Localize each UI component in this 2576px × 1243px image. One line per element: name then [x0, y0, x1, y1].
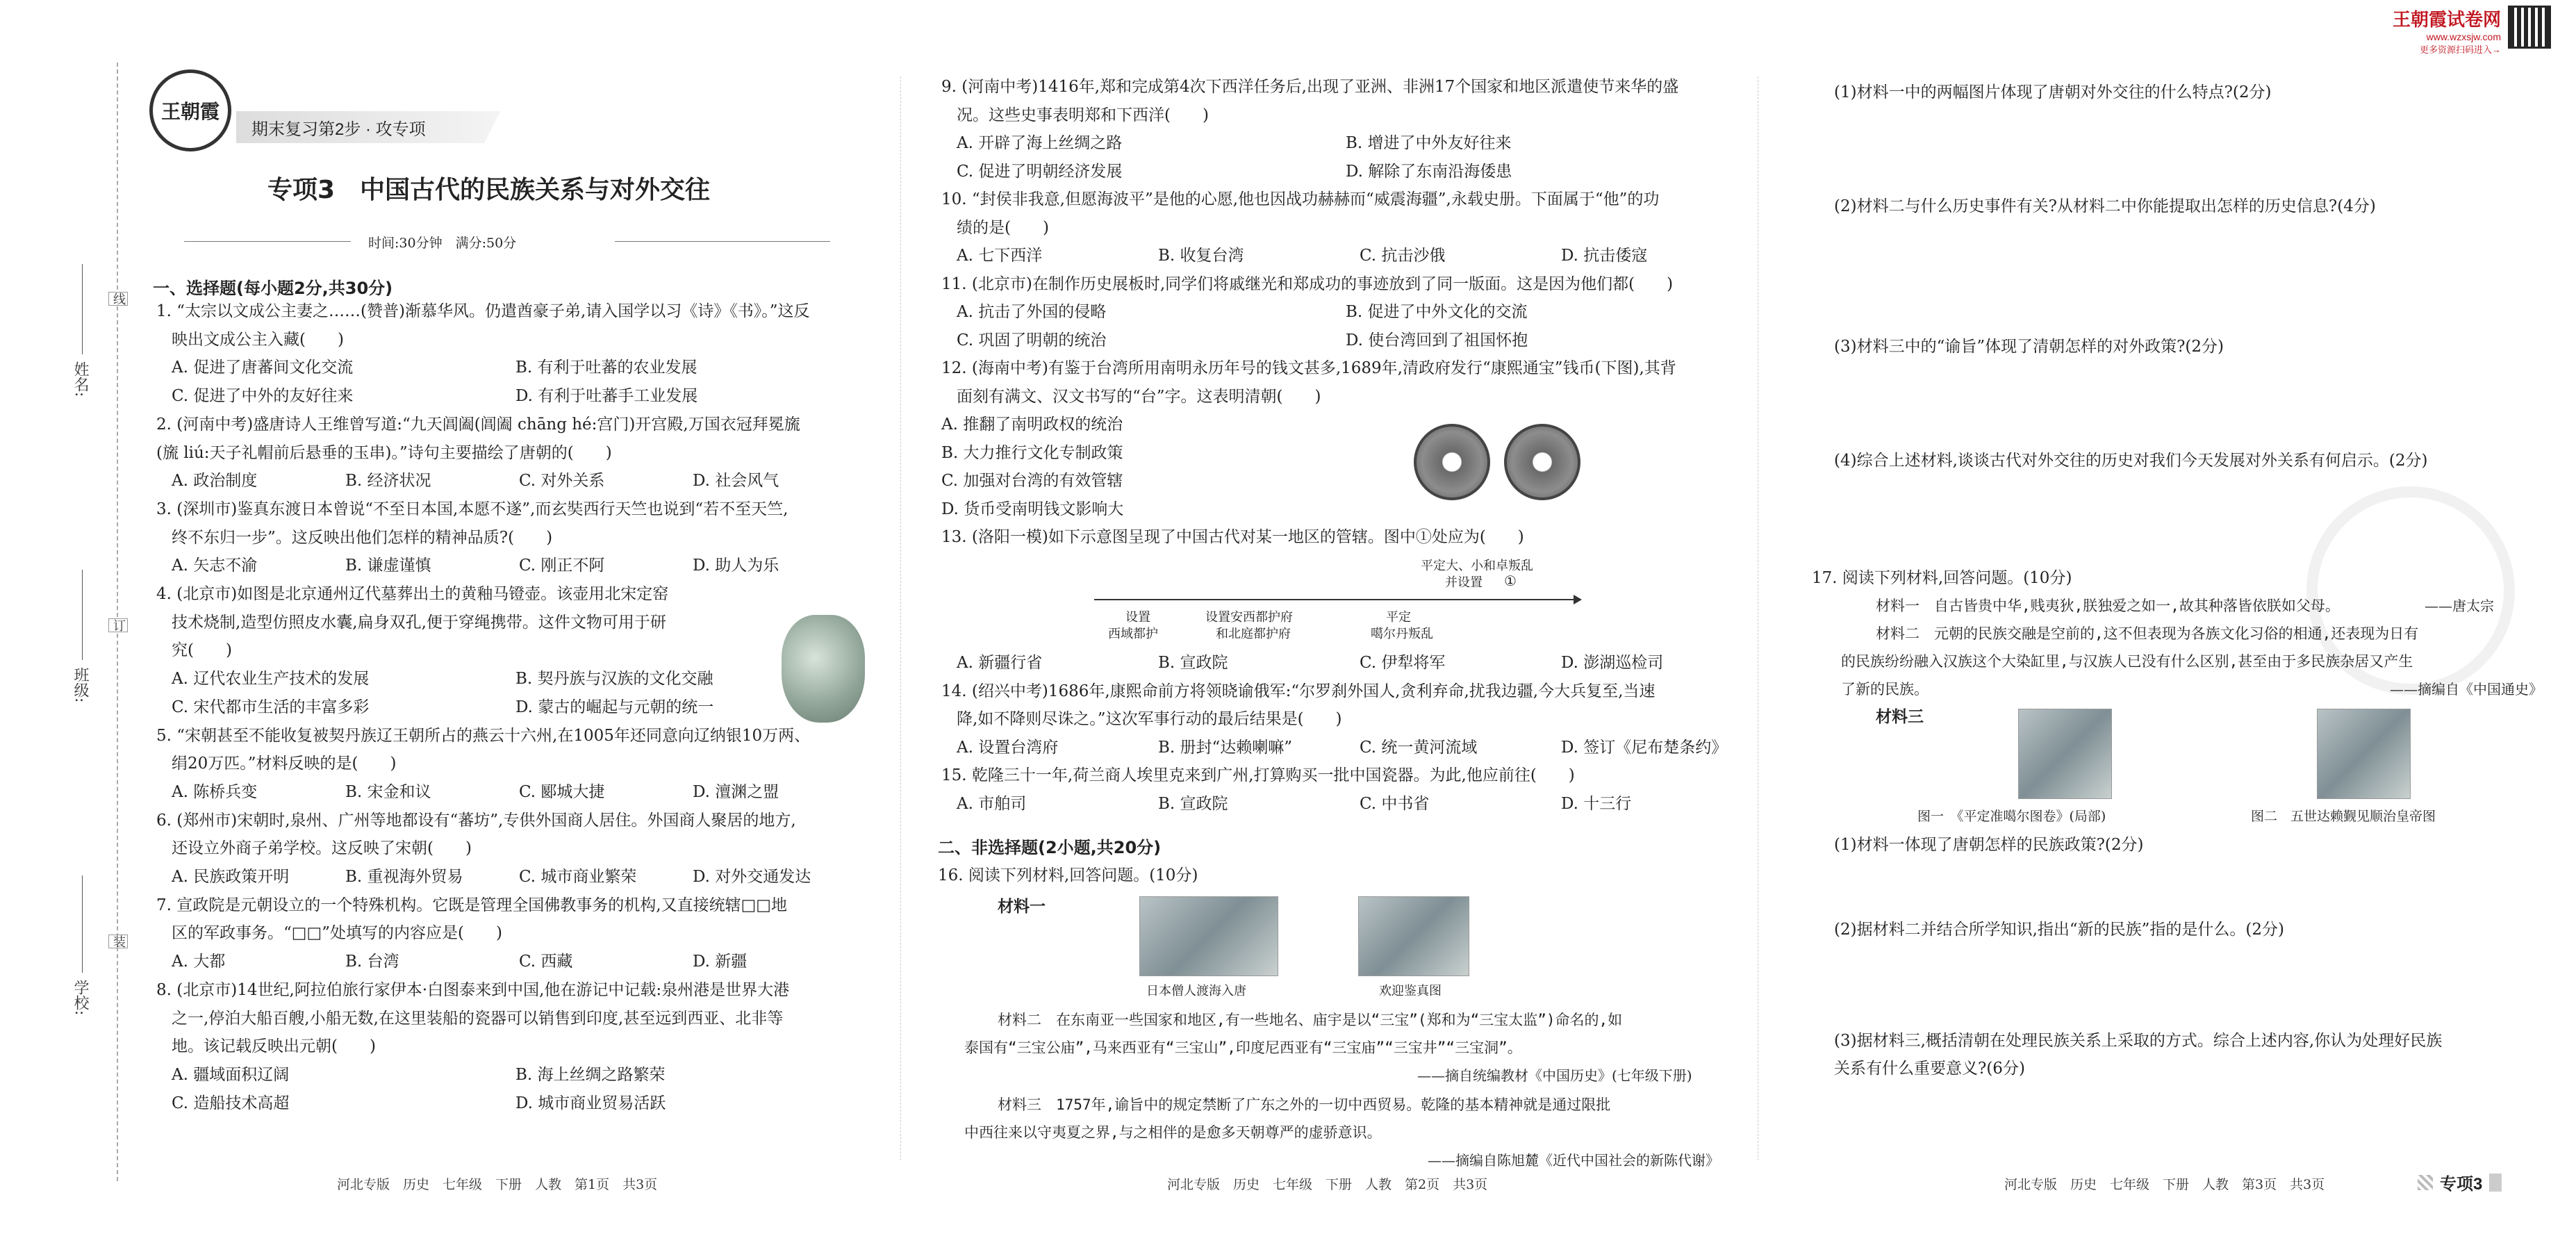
timeline-top-label: 平定大、小和卓叛乱 [1421, 559, 1533, 573]
option: B. 收复台湾 [1158, 247, 1244, 265]
page-title: 专项3 中国古代的民族关系与对外交往 [267, 176, 711, 204]
q17-caption-1: 图一 《平定准噶尔图卷》(局部) [1917, 809, 2106, 824]
section-2-heading: 二、非选择题(2小题,共20分) [938, 838, 1162, 857]
top-brand-title: 王朝霞试卷网 [2392, 9, 2501, 30]
question-line: B. 大力推行文化专制政策 [941, 443, 1123, 462]
option: B. 经济状况 [345, 472, 431, 491]
class-label: 班级: [72, 667, 89, 703]
q17-material-3-label: 材料三 [1876, 707, 1924, 726]
school-label: 学校: [72, 980, 89, 1016]
option: A. 促进了唐蕃间文化交流 [172, 359, 354, 377]
q16-material-2-source: ——摘自统编教材《中国历史》(七年级下册) [1417, 1067, 1692, 1084]
figure-dzungar-scroll [2018, 709, 2112, 799]
timeline-arrow-icon [1574, 595, 1582, 604]
question-line: (旒 liú:天子礼帽前后悬垂的玉串)。”诗句主要描绘了唐朝的( ) [156, 443, 612, 462]
question-line: 映出文成公主入藏( ) [172, 330, 344, 349]
meta-rule-right [615, 241, 830, 242]
question-line: A. 推翻了南明政权的统治 [941, 415, 1123, 434]
question-line: 区的军政事务。“□□”处填写的内容应是( ) [172, 924, 502, 943]
option: B. 契丹族与汉族的文化交融 [515, 670, 713, 689]
timeline-b4b: 噶尔丹叛乱 [1371, 627, 1433, 641]
q16-material-2-line-2: 泰国有“三宝公庙”,马来西亚有“三宝山”,印度尼西亚有“三宝庙”“三宝井”“三宝洞”。 [964, 1039, 1522, 1056]
option: D. 对外交通发达 [693, 868, 811, 886]
q16-material-3-line-2: 中西往来以守夷夏之界,与之相伴的是愈多天朝尊严的虚骄意识。 [964, 1124, 1382, 1141]
option: C. 郾城大捷 [519, 782, 605, 801]
top-brand [2362, 6, 2501, 56]
bind-mark-3: 装 [108, 935, 128, 948]
option: A. 开辟了海上丝绸之路 [957, 134, 1123, 152]
logo-text: 王朝霞 [160, 100, 220, 123]
question-line: 14. (绍兴中考)1686年,康熙命前方将领晓谕俄军:“尔罗刹外国人,贪利弃命,扰我边疆,今大兵复至,当速 [941, 682, 1656, 700]
option: D. 有利于吐蕃手工业发展 [515, 387, 698, 406]
question-line: 绩的是( ) [957, 218, 1049, 237]
option: A. 民族政策开明 [172, 868, 290, 886]
q17-material-2-source: ——摘编自《中国通史》 [2390, 681, 2543, 698]
option: C. 促进了明朝经济发展 [957, 162, 1123, 181]
timeline-b2: 设置安西都护府 [1205, 610, 1293, 625]
name-label: 姓名: [72, 361, 89, 397]
question-line: D. 货币受南明钱文影响大 [941, 500, 1124, 518]
option: C. 中书省 [1360, 794, 1430, 813]
option: B. 宋金和议 [345, 782, 431, 801]
question-line: 降,如不降则尽诛之。”这次军事行动的最后结果是( ) [957, 710, 1342, 728]
q17-question-1: (1)材料一体现了唐朝怎样的民族政策?(2分) [1834, 836, 2144, 854]
option: D. 抗击倭寇 [1561, 247, 1648, 265]
q16-sub-question: (3)材料三中的“谕旨”体现了清朝怎样的对外政策?(2分) [1834, 338, 2224, 356]
option: D. 新疆 [693, 953, 748, 971]
page-divider-1 [900, 76, 901, 1160]
option: A. 大都 [172, 953, 226, 971]
option: C. 对外关系 [519, 472, 605, 491]
option: C. 刚正不阿 [519, 557, 605, 575]
q16-sub-question: (2)材料二与什么历史事件有关?从材料二中你能提取出怎样的历史信息?(4分) [1834, 197, 2376, 215]
name-line [82, 264, 83, 354]
timeline-b4: 平定 [1386, 610, 1411, 625]
option: C. 促进了中外的友好往来 [172, 387, 354, 406]
question-line: 绢20万匹。”材料反映的是( ) [172, 755, 397, 773]
class-line [82, 570, 83, 660]
question-line: 7. 宣政院是元朝设立的一个特殊机构。它既是管理全国佛教事务的机构,又直接统辖□□地 [156, 896, 788, 914]
option: A. 矢志不渝 [172, 557, 258, 575]
option: A. 市舶司 [957, 794, 1027, 813]
option: C. 造船技术高超 [172, 1094, 290, 1112]
option: D. 使台湾回到了祖国怀抱 [1346, 331, 1528, 349]
figure-welcome-jianzhen [1358, 896, 1469, 976]
option: C. 伊犁将军 [1360, 654, 1446, 672]
q16-sub-question: (1)材料一中的两幅图片体现了唐朝对外交往的什么特点?(2分) [1834, 83, 2272, 101]
question-line: 11. (北京市)在制作历史展板时,同学们将戚继光和郑成功的事迹放到了同一版面。这是因为他们都( ) [941, 274, 1674, 293]
q17-material-2-line-2: 的民族纷纷融入汉族这个大染缸里,与汉族人已没有什么区别,甚至由于多民族杂居又产生 [1841, 653, 2413, 670]
q16-material-3-source: ——摘编自陈旭麓《近代中国社会的新陈代谢》 [1428, 1152, 1719, 1169]
footer-page-1: 河北专版 历史 七年级 下册 人教 第1页 共3页 [337, 1177, 658, 1192]
option: A. 辽代农业生产技术的发展 [172, 670, 370, 689]
timeline-axis [1094, 599, 1580, 600]
q17-caption-2: 图二 五世达赖觐见顺治皇帝图 [2251, 809, 2436, 824]
question-line: 15. 乾隆三十一年,荷兰商人埃里克来到广州,打算购买一批中国瓷器。为此,他应前往( ) [941, 766, 1575, 784]
option: C. 宋代都市生活的丰富多彩 [172, 698, 370, 716]
figure-dalai-lama [2317, 709, 2411, 799]
option: D. 签订《尼布楚条约》 [1561, 738, 1728, 757]
question-line: 面刻有满文、汉文书写的“台”字。这表明清朝( ) [957, 387, 1321, 406]
option: D. 澶渊之盟 [693, 782, 779, 801]
option: A. 设置台湾府 [957, 738, 1059, 757]
timeline-b1: 设置 [1125, 610, 1150, 625]
question-line: 还设立外商子弟学校。这反映了宋朝( ) [172, 839, 472, 858]
question-line: 10. “封侯非我意,但愿海波平”是他的心愿,他也因战功赫赫而“威震海疆”,永载史册。下面属于“他”的功 [941, 190, 1660, 208]
qr-code-icon [2508, 6, 2551, 49]
footer-tag [2418, 1170, 2502, 1194]
option: A. 七下西洋 [957, 247, 1043, 265]
question-line: 技术烧制,造型仿照皮水囊,扁身双孔,便于穿绳携带。这件文物可用于研 [172, 613, 666, 632]
option: B. 宣政院 [1158, 794, 1228, 813]
bind-mark-2: 订 [108, 618, 128, 632]
question-line: 13. (洛阳一模)如下示意图呈现了中国古代对某一地区的管辖。图中①处应为( ) [941, 528, 1524, 546]
timeline-b2b: 和北庭都护府 [1216, 627, 1291, 641]
q16-sub-question: (4)综合上述材料,谈谈古代对外交往的历史对我们今天发展对外关系有何启示。(2分) [1834, 452, 2428, 470]
question-line: 之一,停泊大船百艘,小船无数,在这里装船的瓷器可以销售到印度,甚至远到西亚、北非等 [172, 1009, 784, 1028]
figure-vase [782, 615, 865, 723]
timeline-circle-label: ① [1504, 573, 1517, 589]
coin-front-icon [1414, 424, 1490, 500]
option: D. 十三行 [1561, 794, 1632, 813]
logo-emblem [149, 69, 231, 151]
option: B. 促进了中外文化的交流 [1346, 303, 1528, 321]
q17-stem: 17. 阅读下列材料,回答问题。(10分) [1812, 569, 2072, 587]
q17-question-3-line-2: 关系有什么重要意义?(6分) [1834, 1060, 2025, 1078]
question-line: 3. (深圳市)鉴真东渡日本曾说“不至日本国,本愿不遂”,而玄奘西行天竺也说到“若不至天竺, [156, 500, 789, 518]
banner-text: 期末复习第2步 · 攻专项 [251, 120, 426, 139]
question-line: 9. (河南中考)1416年,郑和完成第4次下西洋任务后,出现了亚洲、非洲17个国家和地区派遣使节来华的盛 [941, 78, 1679, 96]
option: D. 澎湖巡检司 [1561, 654, 1664, 672]
question-line: 终不东归一步”。这反映出他们怎样的精神品质?( ) [172, 528, 553, 547]
q16-stem: 16. 阅读下列材料,回答问题。(10分) [938, 866, 1198, 884]
option: A. 政治制度 [172, 472, 258, 491]
q16-caption-1: 日本僧人渡海入唐 [1146, 984, 1246, 998]
option: B. 谦虚谨慎 [345, 557, 431, 575]
option: C. 抗击沙俄 [1360, 247, 1446, 265]
q16-material-2-line-1: 材料二 在东南亚一些国家和地区,有一些地名、庙宇是以“三宝”(郑和为“三宝太监”)命名的,如 [998, 1012, 1623, 1028]
coin-back-icon [1504, 424, 1580, 500]
q17-question-3-line-1: (3)据材料三,概括清朝在处理民族关系上采取的方式。综合上述内容,你认为处理好民族 [1834, 1032, 2443, 1050]
option: B. 有利于吐蕃的农业发展 [515, 359, 697, 377]
q17-material-1-source: ——唐太宗 [2425, 598, 2494, 614]
top-brand-sub: 更多资源扫码进入→ [2419, 44, 2501, 55]
bind-mark-1: 线 [108, 292, 128, 306]
option: C. 统一黄河流域 [1360, 738, 1478, 757]
option: B. 册封“达赖喇嘛” [1158, 738, 1293, 757]
meta-rule-left [184, 241, 351, 242]
question-line: 究( ) [172, 641, 232, 660]
footer-grid-icon [2418, 1175, 2433, 1190]
question-line: C. 加强对台湾的有效管辖 [941, 472, 1123, 490]
question-line: 8. (北京市)14世纪,阿拉伯旅行家伊本·白图泰来到中国,他在游记中记载:泉州港是世界大港 [156, 980, 790, 999]
question-line: 4. (北京市)如图是北京通州辽代墓葬出土的黄釉马镫壶。该壶用北宋定窑 [156, 585, 669, 603]
q16-material-3-line-1: 材料三 1757年,谕旨中的规定禁断了广东之外的一切中西贸易。乾隆的基本精神就是通过限批 [998, 1096, 1611, 1113]
section-1-heading: 一、选择题(每小题2分,共30分) [153, 279, 393, 298]
timeline-top-label2: 并设置 [1445, 575, 1483, 590]
top-brand-url: www.wzxsjw.com [2426, 31, 2501, 42]
q17-material-2-line-3: 了新的民族。 [1841, 681, 1929, 698]
option: B. 宣政院 [1158, 654, 1228, 672]
option: C. 西藏 [519, 953, 573, 971]
question-line: 1. “太宗以文成公主妻之……(赞普)渐慕华风。仍遣酋豪子弟,请入国学以习《诗》《书》。”这反 [156, 302, 810, 320]
q16-material-1-label: 材料一 [998, 897, 1046, 916]
q17-material-2-line-1: 材料二 元朝的民族交融是空前的,这不但表现为各族文化习俗的相通,还表现为日有 [1876, 625, 2419, 642]
timeline-b1b: 西域都护 [1108, 627, 1158, 641]
question-line: 6. (郑州市)宋朝时,泉州、广州等地都设有“蕃坊”,专供外国商人居住。外国商人聚居的地方, [156, 811, 796, 830]
footer-tag-bar [2489, 1174, 2502, 1192]
footer-tag-text: 专项3 [2440, 1175, 2483, 1194]
option: C. 巩固了明朝的统治 [957, 331, 1107, 349]
option: B. 海上丝绸之路繁荣 [515, 1065, 666, 1084]
option: A. 陈桥兵变 [172, 782, 258, 801]
option: B. 重视海外贸易 [345, 868, 463, 886]
option: A. 抗击了外国的侵略 [957, 303, 1107, 321]
q16-caption-2: 欢迎鉴真图 [1379, 984, 1442, 998]
question-line: 2. (河南中考)盛唐诗人王维曾写道:“九天阊阖(阊阖 chāng hé:宫门)开宫殿,万国衣冠拜冕旒 [156, 415, 800, 434]
school-line [82, 875, 83, 973]
option: D. 解除了东南沿海倭患 [1346, 162, 1512, 181]
footer-page-2: 河北专版 历史 七年级 下册 人教 第2页 共3页 [1167, 1177, 1488, 1192]
question-line: 5. “宋朝甚至不能收复被契丹族辽王朝所占的燕云十六州,在1005年还同意向辽纳银10万两、 [156, 726, 811, 745]
footer-page-3: 河北专版 历史 七年级 下册 人教 第3页 共3页 [2004, 1177, 2325, 1192]
option: B. 增进了中外友好往来 [1346, 134, 1512, 152]
q17-material-1: 材料一 自古皆贵中华,贱夷狄,朕独爱之如一,故其种落皆依朕如父母。 [1876, 598, 2340, 614]
option: A. 疆域面积辽阔 [172, 1065, 290, 1084]
option: A. 新疆行省 [957, 654, 1043, 672]
option: C. 城市商业繁荣 [519, 868, 637, 886]
question-line: 况。这些史事表明郑和下西洋( ) [957, 106, 1209, 124]
option: D. 蒙古的崛起与元朝的统一 [515, 698, 714, 716]
question-line: 地。该记载反映出元朝( ) [172, 1037, 376, 1056]
option: D. 社会风气 [693, 472, 779, 491]
question-line: 12. (海南中考)有鉴于台湾所用南明永历年号的钱文甚多,1689年,清政府发行“康熙通宝”钱币(下图),其背 [941, 359, 1676, 377]
title-meta: 时间:30分钟 满分:50分 [368, 236, 517, 251]
q17-question-2: (2)据材料二并结合所学知识,指出“新的民族”指的是什么。(2分) [1834, 921, 2284, 939]
timeline-diagram [1094, 556, 1580, 646]
option: D. 助人为乐 [693, 557, 779, 575]
option: D. 城市商业贸易活跃 [515, 1094, 666, 1112]
figure-monks-crossing [1139, 896, 1278, 976]
option: B. 台湾 [345, 953, 399, 971]
